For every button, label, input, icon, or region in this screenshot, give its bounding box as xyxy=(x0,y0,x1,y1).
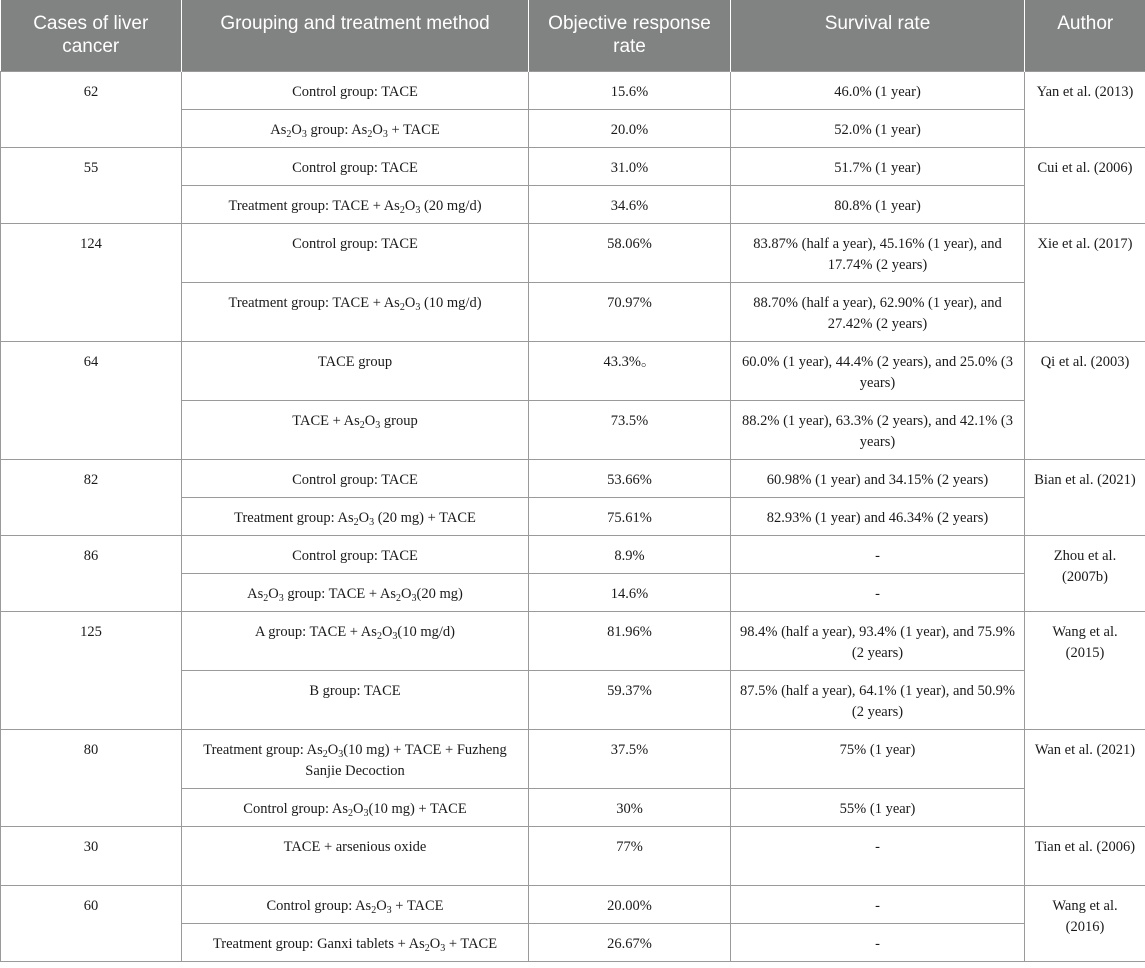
header-row xyxy=(1,0,1145,71)
table-row xyxy=(1,729,1145,788)
cases-cell: 60 xyxy=(1,885,182,962)
grouping-cell: Treatment group: TACE + $As_2O_3$ (10 mg/d) xyxy=(182,282,529,341)
survival-cell: 87.5% (half a year), 64.1% (1 year), and 50.9% (2 years) xyxy=(731,670,1025,729)
table-row xyxy=(1,826,1145,885)
survival-cell: - xyxy=(731,885,1025,923)
grouping-cell: $As_2O_3$ group: TACE + $As_2O_3(20$ mg) xyxy=(182,573,529,611)
cases-cell: 80 xyxy=(1,729,182,826)
survival-cell: 60.98% (1 year) and 34.15% (2 years) xyxy=(731,459,1025,497)
cases-cell: 125 xyxy=(1,611,182,729)
header-orr: Objective response rate xyxy=(529,0,731,71)
survival-cell: - xyxy=(731,573,1025,611)
grouping-cell: B group: TACE xyxy=(182,670,529,729)
survival-cell: 88.2% (1 year), 63.3% (2 years), and 42.1% (3 years) xyxy=(731,400,1025,459)
grouping-cell: Control group: TACE xyxy=(182,223,529,282)
cases-cell: 30 xyxy=(1,826,182,885)
orr-cell: 15.6% xyxy=(529,71,731,109)
orr-cell: 20.00% xyxy=(529,885,731,923)
author-cell: Wang et al. (2015) xyxy=(1025,611,1145,729)
grouping-cell: A group: TACE + $As_2O_3(10$ mg/d) xyxy=(182,611,529,670)
grouping-cell: Treatment group: Ganxi tablets + $As_2O_3$ + TACE xyxy=(182,923,529,962)
grouping-cell: Control group: $As_2O_3(10$ mg) + TACE xyxy=(182,788,529,826)
orr-cell: 75.61% xyxy=(529,497,731,535)
survival-cell: 88.70% (half a year), 62.90% (1 year), and 27.42% (2 years) xyxy=(731,282,1025,341)
survival-cell: 83.87% (half a year), 45.16% (1 year), and 17.74% (2 years) xyxy=(731,223,1025,282)
author-cell: Cui et al. (2006) xyxy=(1025,147,1145,223)
survival-cell: 60.0% (1 year), 44.4% (2 years), and 25.0% (3 years) xyxy=(731,341,1025,400)
header-cases: Cases of liver cancer xyxy=(1,0,182,71)
orr-cell: 70.97% xyxy=(529,282,731,341)
orr-cell: 58.06% xyxy=(529,223,731,282)
table-row xyxy=(1,611,1145,670)
orr-cell: 26.67% xyxy=(529,923,731,962)
header-survival: Survival rate xyxy=(731,0,1025,71)
survival-cell: - xyxy=(731,923,1025,962)
table-row xyxy=(1,535,1145,573)
survival-cell: 75% (1 year) xyxy=(731,729,1025,788)
survival-cell: - xyxy=(731,826,1025,885)
table-row xyxy=(1,147,1145,185)
author-cell: Bian et al. (2021) xyxy=(1025,459,1145,535)
orr-cell: 31.0% xyxy=(529,147,731,185)
table-row xyxy=(1,223,1145,282)
author-cell: Qi et al. (2003) xyxy=(1025,341,1145,459)
orr-cell: 81.96% xyxy=(529,611,731,670)
table-row xyxy=(1,459,1145,497)
author-cell: Xie et al. (2017) xyxy=(1025,223,1145,341)
header-author: Author xyxy=(1025,0,1145,71)
cases-cell: 55 xyxy=(1,147,182,223)
grouping-cell: Treatment group: $As_2O_3$ (20 mg) + TACE xyxy=(182,497,529,535)
grouping-cell: TACE group xyxy=(182,341,529,400)
grouping-cell: TACE + arsenious oxide xyxy=(182,826,529,885)
survival-cell: 80.8% (1 year) xyxy=(731,185,1025,223)
table-row xyxy=(1,71,1145,109)
orr-cell: 43.3%。 xyxy=(529,341,731,400)
survival-cell: 46.0% (1 year) xyxy=(731,71,1025,109)
grouping-cell: Control group: TACE xyxy=(182,459,529,497)
table-row xyxy=(1,885,1145,923)
survival-cell: 98.4% (half a year), 93.4% (1 year), and 75.9% (2 years) xyxy=(731,611,1025,670)
orr-cell: 73.5% xyxy=(529,400,731,459)
grouping-cell: Control group: $As_2O_3$ + TACE xyxy=(182,885,529,923)
author-cell: Wan et al. (2021) xyxy=(1025,729,1145,826)
orr-cell: 14.6% xyxy=(529,573,731,611)
grouping-cell: Treatment group: TACE + $As_2O_3$ (20 mg/d) xyxy=(182,185,529,223)
cases-cell: 64 xyxy=(1,341,182,459)
grouping-cell: Control group: TACE xyxy=(182,147,529,185)
orr-cell: 20.0% xyxy=(529,109,731,147)
cases-cell: 82 xyxy=(1,459,182,535)
survival-cell: - xyxy=(731,535,1025,573)
grouping-cell: TACE + $As_2O_3$ group xyxy=(182,400,529,459)
table-row xyxy=(1,341,1145,400)
header-grouping: Grouping and treatment method xyxy=(182,0,529,71)
grouping-cell: Control group: TACE xyxy=(182,535,529,573)
grouping-cell: Treatment group: $As_2O_3(10$ mg) + TACE + Fuzheng Sanjie Decoction xyxy=(182,729,529,788)
orr-cell: 34.6% xyxy=(529,185,731,223)
grouping-cell: Control group: TACE xyxy=(182,71,529,109)
survival-cell: 82.93% (1 year) and 46.34% (2 years) xyxy=(731,497,1025,535)
cases-cell: 124 xyxy=(1,223,182,341)
cases-cell: 86 xyxy=(1,535,182,611)
orr-cell: 37.5% xyxy=(529,729,731,788)
survival-cell: 52.0% (1 year) xyxy=(731,109,1025,147)
orr-cell: 30% xyxy=(529,788,731,826)
author-cell: Yan et al. (2013) xyxy=(1025,71,1145,147)
cases-cell: 62 xyxy=(1,71,182,147)
orr-cell: 8.9% xyxy=(529,535,731,573)
survival-cell: 55% (1 year) xyxy=(731,788,1025,826)
orr-cell: 53.66% xyxy=(529,459,731,497)
orr-cell: 77% xyxy=(529,826,731,885)
author-cell: Tian et al. (2006) xyxy=(1025,826,1145,885)
survival-cell: 51.7% (1 year) xyxy=(731,147,1025,185)
author-cell: Zhou et al. (2007b) xyxy=(1025,535,1145,611)
grouping-cell: $As_2O_3$ group: $As_2O_3$ + TACE xyxy=(182,109,529,147)
author-cell: Wang et al. (2016) xyxy=(1025,885,1145,962)
orr-cell: 59.37% xyxy=(529,670,731,729)
